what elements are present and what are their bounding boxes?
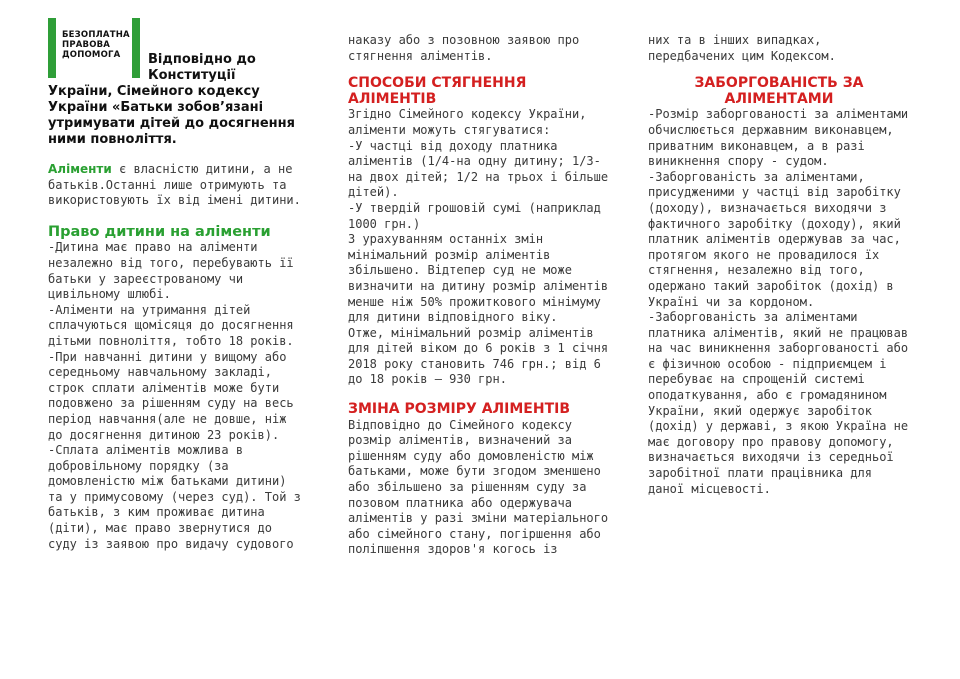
intro-line-2: Конституції	[148, 68, 236, 83]
paragraph: -У частці від доходу платника аліментів (1/4-на одну дитину; 1/3-на двох дітей; 1/2 на трьох і більше дітей).	[348, 138, 609, 200]
paragraph: -При навчанні дитини у вищому або середньому навчальному закладі, строк сплати аліментів може бути подовжено за рішенням суду на весь період навчання(але не довше, ніж до досягнення дитиною 23 років).	[48, 349, 294, 442]
arrears-heading: ЗАБОРГОВАНІСТЬ ЗА АЛІМЕНТАМИ	[694, 75, 864, 107]
alimony-definition-text: є власністю дитини, а не батьків.Останні лише отримують та використовують їх від імені дитини.	[48, 162, 301, 208]
alimony-definition	[48, 162, 303, 209]
paragraph: -Заборгованість за аліментами платника аліментів, який не працював на час виникнення заборгованості або є фізичною особою - підприємцем і перебуває на спрощеній системі оподаткування, або є громадянином України, який одержує заробіток (дохід) у державі, з якою Україна не має договору про правову допомогу, визначається виходячи із середньої заробітної плати працівника для даної місцевості.	[648, 310, 909, 496]
paragraph: Згідно Сімейного кодексу України, аліменти можуть стягуватися:	[348, 107, 587, 137]
logo-line-2: ПРАВОВА	[62, 40, 111, 50]
paragraph: -Сплата аліментів можлива в добровільному порядку (за домовленістю між батьками дитини) та у примусовому (через суд). Той з батьків, з ким проживає дитина (діти), має право звернутися до суду із заявою про видачу судового	[48, 443, 301, 551]
intro-text: України, Сімейного кодексу України «Батьки зобов’язані утримувати дітей до досягнення ними повноліття.	[48, 84, 295, 147]
logo-line-3: ДОПОМОГА	[62, 50, 121, 60]
intro-block	[48, 52, 303, 148]
column-1	[48, 0, 303, 552]
paragraph: Отже, мінімальний розмір аліментів для дітей віком до 6 років з 1 січня 2018 року становить 746 грн.; від 6 до 18 років – 930 грн.	[348, 325, 609, 387]
paragraph: З урахуванням останніх змін мінімальний розмір аліментів збільшено. Відтепер суд не може визначити на дитину розмір аліментів менше ніж 50% прожиткового мінімуму для дитини відповідного віку.	[348, 232, 609, 325]
alimony-term: Аліменти	[48, 162, 112, 176]
paragraph: -У твердій грошовій сумі (наприклад 1000 грн.)	[348, 200, 601, 231]
column-2	[348, 0, 610, 558]
logo-line-1: БЕЗОПЛАТНА	[62, 30, 130, 40]
paragraph: них та в інших випадках, передбачених цим Кодексом.	[648, 33, 836, 63]
paragraph: -Аліменти на утримання дітей сплачуються щомісяця до досягнення дітьми повноліття, тобто 18 років.	[48, 302, 294, 348]
column-3	[648, 0, 910, 497]
intro-line-1: Відповідно до	[148, 52, 256, 67]
collection-methods-heading: СПОСОБИ СТЯГНЕННЯ АЛІМЕНТІВ	[348, 75, 527, 107]
child-right-heading: Право дитини на аліменти	[48, 223, 271, 240]
paragraph: -Заборгованість за аліментами, присудженими у частці від заробітку (доходу), визначається виходячи з фактичного заробітку (доходу), який платник аліментів одержував за час, протягом якого не провадилося їх стягнення, незалежно від того, одержано такий заробіток (дохід) в Україні чи за кордоном.	[648, 169, 901, 309]
paragraph: наказу або з позовною заявою про стягнення аліментів.	[348, 33, 580, 63]
paragraph: -Розмір заборгованості за аліментами обчислюється державним виконавцем, приватним виконавцем, а в разі виникнення спору - судом.	[648, 107, 909, 169]
change-amount-heading: ЗМІНА РОЗМІРУ АЛІМЕНТІВ	[348, 401, 571, 418]
paragraph: Відповідно до Сімейного кодексу розмір аліментів, визначений за рішенням суду або домовленістю між батьками, може бути згодом зменшено або збільшено за рішенням суду за позовом платника або одержувача аліментів у разі зміни матеріального або сімейного стану, погіршення або поліпшення здоров'я когось із	[348, 417, 609, 557]
paragraph: -Дитина має право на аліменти незалежно від того, перебувають її батьки у зареєстрованому чи цивільному шлюбі.	[48, 240, 294, 302]
